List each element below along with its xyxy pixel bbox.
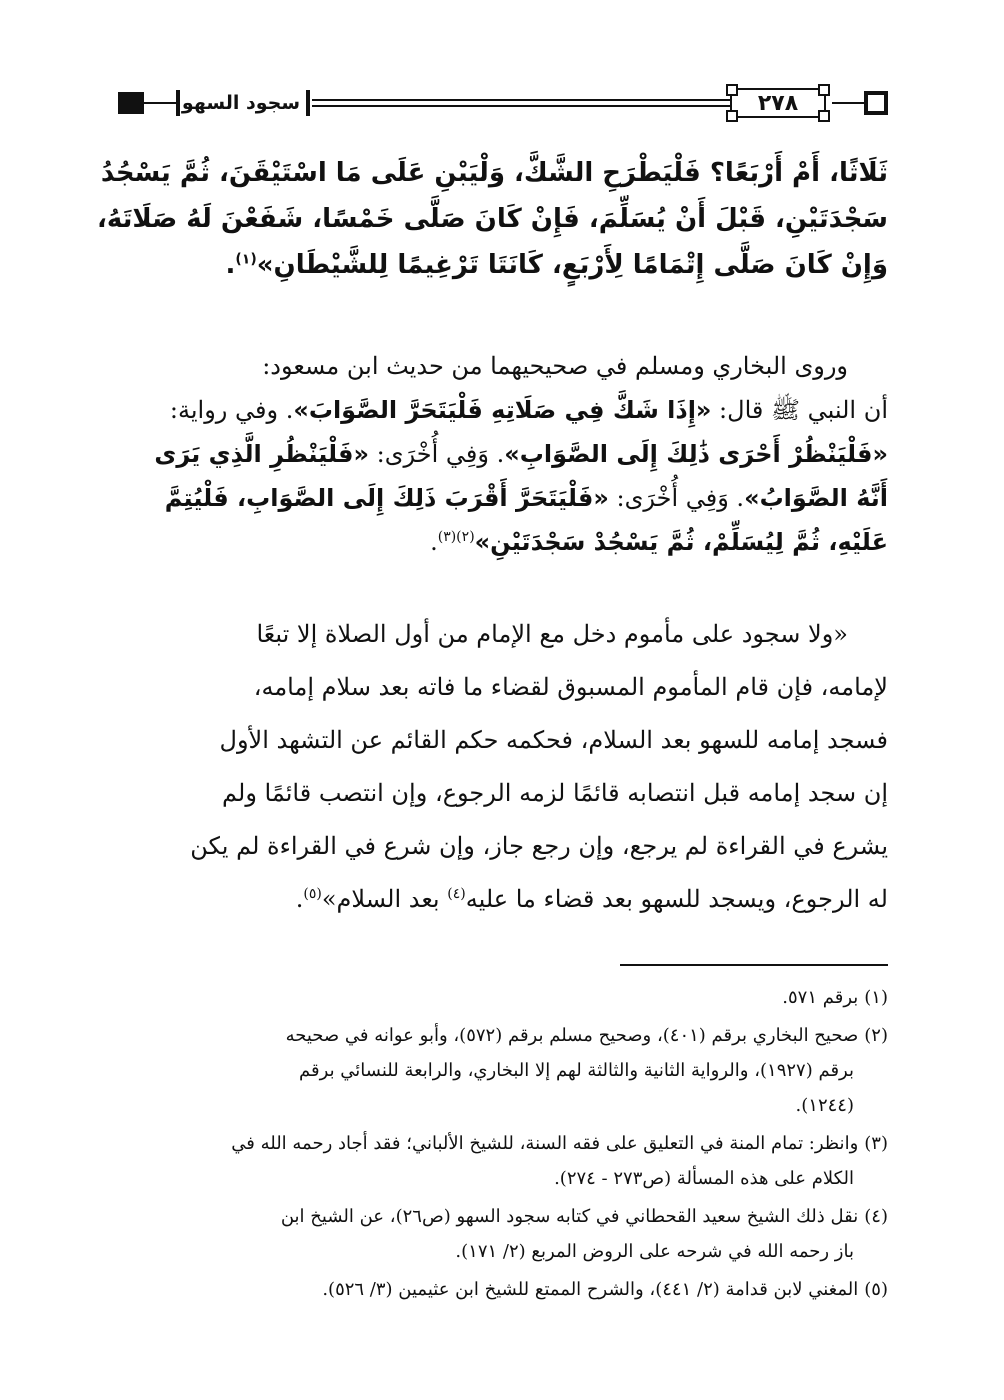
footnote-ref: (٥): [303, 886, 322, 902]
footnote: [118, 1199, 888, 1269]
text-line: يشرع في القراءة لم يرجع، وإن رجع جاز، وإن شرع في القراءة لم يكن: [190, 832, 888, 860]
footnote-number: (٣): [864, 1133, 888, 1154]
chapter-title: سجود السهو: [181, 92, 300, 114]
hadith-quote: «إِذَا شَكَّ فِي صَلَاتِهِ فَلْيَتَحَرَّ الصَّوَابَ»: [293, 396, 712, 424]
text-run: .: [295, 885, 304, 913]
footnote-number: (١): [864, 987, 888, 1008]
text-run: . وفي رواية:: [169, 396, 294, 424]
text-run: وَإِنْ كَانَ صَلَّى إِتْمَامًا لِأَرْبَعٍ، كَانَتَا تَرْغِيمًا لِلشَّيْطَانِ»: [256, 250, 888, 280]
footnote: [118, 980, 888, 1015]
text-run: .: [225, 250, 236, 280]
header-rule: [832, 102, 866, 104]
text-line: سَجْدَتَيْنِ، قَبْلَ أَنْ يُسَلِّمَ، فَإِنْ كَانَ صَلَّى خَمْسًا، شَفَعْنَ لَهُ صَلَاتَهُ،: [96, 204, 888, 234]
riwaya-paragraph: [118, 344, 888, 564]
footnote-text: المغني لابن قدامة (٢/ ٤٤١)، والشرح الممتع للشيخ ابن عثيمين (٣/ ٥٢٦).: [322, 1279, 859, 1300]
footnote-number: (٢): [864, 1025, 888, 1046]
header-rule: [144, 102, 176, 104]
footnote-ref: (٢)(٣): [437, 529, 475, 545]
text-run: . وَفِي أُخْرَى:: [608, 484, 745, 512]
page-number: ٢٧٨: [757, 90, 799, 116]
footnote-text: برقم (١٩٢٧)، والرواية الثانية والثالثة لهم إلا البخاري، والرابعة للنسائي برقم: [299, 1060, 854, 1081]
hadith-quote: عَلَيْهِ، ثُمَّ لِيُسَلِّمْ، ثُمَّ يَسْجُدْ سَجْدَتَيْنِ»: [474, 528, 888, 556]
footnote-ref: (٤): [447, 886, 466, 902]
hadith-quote: «فَلْيَنْظُرِ الَّذِي يَرَى: [154, 440, 370, 468]
text-line: [118, 476, 888, 520]
frame-corner-ornament: [726, 110, 738, 122]
hadith-paragraph: [96, 150, 888, 288]
footnote-text: (١٢٤٤).: [795, 1095, 854, 1116]
header-double-rule-bottom: [312, 105, 730, 107]
text-run: أن النبي ﷺ قال:: [711, 396, 888, 424]
frame-corner-ornament: [818, 84, 830, 96]
header-right-square-ornament: [864, 91, 888, 115]
footnote: [118, 1272, 888, 1307]
text-line: [118, 388, 888, 432]
page-header: [118, 86, 888, 126]
text-line: لإمامه، فإن قام المأموم المسبوق لقضاء ما فاته بعد سلام إمامه،: [253, 673, 888, 701]
page-number-frame: [730, 88, 826, 118]
header-double-rule-top: [312, 99, 730, 101]
text-line: [118, 432, 888, 476]
hadith-quote: «فَلْيَنْظُرْ أَحْرَى ذَٰلِكَ إِلَى الصَّوَابِ»: [504, 440, 888, 468]
frame-corner-ornament: [726, 84, 738, 96]
header-left-block-ornament: [118, 92, 144, 114]
footnote-text: برقم ٥٧١.: [782, 987, 859, 1008]
text-line: «ولا سجود على مأموم دخل مع الإمام من أول الصلاة إلا تبعًا: [256, 620, 848, 648]
text-run: بعد السلام»: [321, 885, 448, 913]
text-run: له الرجوع، ويسجد للسهو بعد قضاء ما عليه: [465, 885, 888, 913]
hadith-quote: «فَلْيَتَحَرَّ أَقْرَبَ ذَلِكَ إِلَى الصَّوَابِ، فَلْيُتِمَّ: [164, 484, 609, 512]
footnote-text: الكلام على هذه المسألة (ص٢٧٣ - ٢٧٤).: [554, 1168, 854, 1189]
footnotes: [118, 980, 888, 1310]
footnote: [118, 1126, 888, 1196]
text-line: وروى البخاري ومسلم في صحيحيهما من حديث ابن مسعود:: [262, 352, 848, 380]
footnote-text: باز رحمه الله في شرحه على الروض المربع (٢/ ١٧١).: [455, 1241, 854, 1262]
text-run: .: [430, 528, 438, 556]
footnote-separator: [620, 964, 888, 966]
text-line: إن سجد إمامه قبل انتصابه قائمًا لزمه الرجوع، وإن انتصب قائمًا ولم: [222, 779, 888, 807]
hadith-quote: أَنَّهُ الصَّوَابُ»: [744, 484, 888, 512]
header-bar-ornament: [306, 90, 310, 116]
text-line: [118, 873, 888, 926]
footnote-text: نقل ذلك الشيخ سعيد القحطاني في كتابه سجود السهو (ص٢٦)، عن الشيخ ابن: [280, 1206, 859, 1227]
header-bar-ornament: [176, 90, 180, 116]
text-line: [118, 242, 888, 288]
text-line: [118, 520, 888, 564]
text-line: فسجد إمامه للسهو بعد السلام، فحكمه حكم القائم عن التشهد الأول: [219, 726, 888, 754]
text-run: . وَفِي أُخْرَى:: [369, 440, 505, 468]
footnote-text: وانظر: تمام المنة في التعليق على فقه السنة، للشيخ الألباني؛ فقد أجاد رحمه الله في: [231, 1133, 859, 1154]
frame-corner-ornament: [818, 110, 830, 122]
fiqh-paragraph: [118, 608, 888, 926]
footnote-text: صحيح البخاري برقم (٤٠١)، وصحيح مسلم برقم (٥٧٢)، وأبو عوانه في صحيحه: [285, 1025, 859, 1046]
footnote: [118, 1018, 888, 1123]
footnote-ref: (١): [235, 251, 257, 268]
footnote-number: (٤): [864, 1206, 888, 1227]
text-line: ثَلَاثًا، أَمْ أَرْبَعًا؟ فَلْيَطْرَحِ الشَّكَّ، وَلْيَبْنِ عَلَى مَا اسْتَيْقَنَ، ثُمَّ يَسْجُدُ: [100, 158, 888, 188]
footnote-number: (٥): [864, 1279, 888, 1300]
